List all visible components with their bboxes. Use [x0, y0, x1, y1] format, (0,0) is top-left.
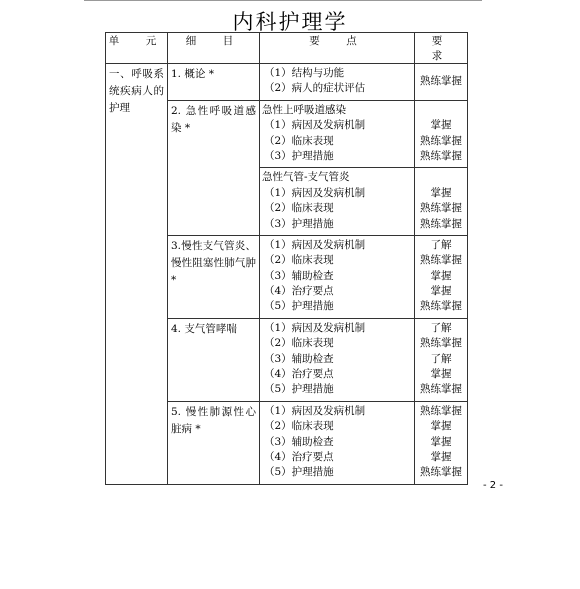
point-heading: 急性气管-支气管炎	[262, 171, 350, 184]
page-title: 内科护理学	[232, 10, 348, 34]
requirement-level: 掌握	[430, 119, 452, 132]
points-cell	[260, 100, 415, 168]
page-number: - 2 -	[483, 480, 503, 491]
point-item: （1）病因及发病机制	[264, 321, 366, 334]
point-item: （1）病因及发病机制	[264, 119, 366, 132]
topic-cell: 4. 支气管哮喘	[168, 318, 260, 401]
requirement-level: 熟练掌握	[420, 134, 462, 147]
points-cell	[260, 64, 415, 101]
point-item: （2）临床表现	[264, 202, 334, 215]
requirement-level: 熟练掌握	[420, 383, 462, 396]
points-cell	[260, 401, 415, 484]
requirement-cell	[415, 100, 468, 168]
requirement-level: 熟练掌握	[420, 300, 462, 313]
point-item: （1）病因及发病机制	[264, 238, 366, 251]
requirement-level: 熟练掌握	[420, 337, 462, 350]
table-body	[106, 64, 468, 485]
point-heading: 急性上呼吸道感染	[262, 103, 346, 116]
requirement-level: 了解	[430, 321, 452, 334]
requirement-spacer	[415, 170, 467, 185]
point-item: （2）临床表现	[264, 134, 334, 147]
point-item: （2）临床表现	[264, 420, 334, 433]
point-item: （2）临床表现	[264, 337, 334, 350]
point-item: （4）治疗要点	[264, 285, 334, 298]
requirement-level: 熟练掌握	[420, 404, 462, 417]
table-row	[106, 64, 468, 101]
requirement-level: 熟练掌握	[420, 202, 462, 215]
requirement-level: 掌握	[430, 368, 452, 381]
requirement-level: 熟练掌握	[420, 149, 462, 162]
point-item: （3）辅助检查	[264, 435, 334, 448]
topic-cell: 1. 概论 *	[168, 64, 260, 101]
topic-cell: 3.慢性支气管炎、慢性阻塞性肺气肿 *	[168, 235, 260, 318]
point-item: （2）病人的症状评估	[264, 82, 366, 95]
requirement-level: 掌握	[430, 420, 452, 433]
topic-cell: 2. 急性呼吸道感染 *	[168, 100, 260, 235]
points-cell	[260, 318, 415, 401]
point-item: （5）护理措施	[264, 300, 334, 313]
requirement-level: 掌握	[430, 450, 452, 463]
top-rule	[84, 0, 482, 1]
requirement-level: 熟练掌握	[420, 74, 462, 87]
requirement-level: 了解	[430, 352, 452, 365]
points-cell	[260, 168, 415, 236]
point-item: （5）护理措施	[264, 383, 334, 396]
requirement-level: 熟练掌握	[420, 466, 462, 479]
point-item: （3）护理措施	[264, 217, 334, 230]
syllabus-table	[105, 32, 468, 485]
requirement-cell	[415, 401, 468, 484]
requirement-level: 掌握	[430, 435, 452, 448]
point-item: （3）辅助检查	[264, 352, 334, 365]
point-item: （1）病因及发病机制	[264, 404, 366, 417]
requirement-cell	[415, 235, 468, 318]
header-unit: 单 元	[106, 33, 168, 64]
requirement-level: 掌握	[430, 186, 452, 199]
point-item: （4）治疗要点	[264, 368, 334, 381]
point-item: （5）护理措施	[264, 466, 334, 479]
points-cell	[260, 235, 415, 318]
point-item: （2）临床表现	[264, 254, 334, 267]
requirement-cell	[415, 168, 468, 236]
requirement-spacer	[415, 103, 467, 118]
point-item: （1）病因及发病机制	[264, 186, 366, 199]
header-row	[106, 33, 468, 64]
requirement-level: 了解	[430, 238, 452, 251]
point-item: （1）结构与功能	[264, 67, 345, 79]
requirement-level: 掌握	[430, 269, 452, 282]
point-item: （3）辅助检查	[264, 269, 334, 282]
requirement-level: 熟练掌握	[420, 254, 462, 267]
unit-cell: 一、呼吸系统疾病人的护理	[106, 64, 168, 485]
point-item: （3）护理措施	[264, 149, 334, 162]
requirement-level: 掌握	[430, 285, 452, 298]
header-points: 要 点	[260, 33, 415, 64]
requirement-cell	[415, 64, 468, 101]
header-topic: 细 目	[168, 33, 260, 64]
topic-cell: 5. 慢性肺源性心脏病 *	[168, 401, 260, 484]
point-item: （4）治疗要点	[264, 450, 334, 463]
requirement-level: 熟练掌握	[420, 217, 462, 230]
requirement-cell	[415, 318, 468, 401]
header-requirement: 要 求	[415, 33, 468, 64]
